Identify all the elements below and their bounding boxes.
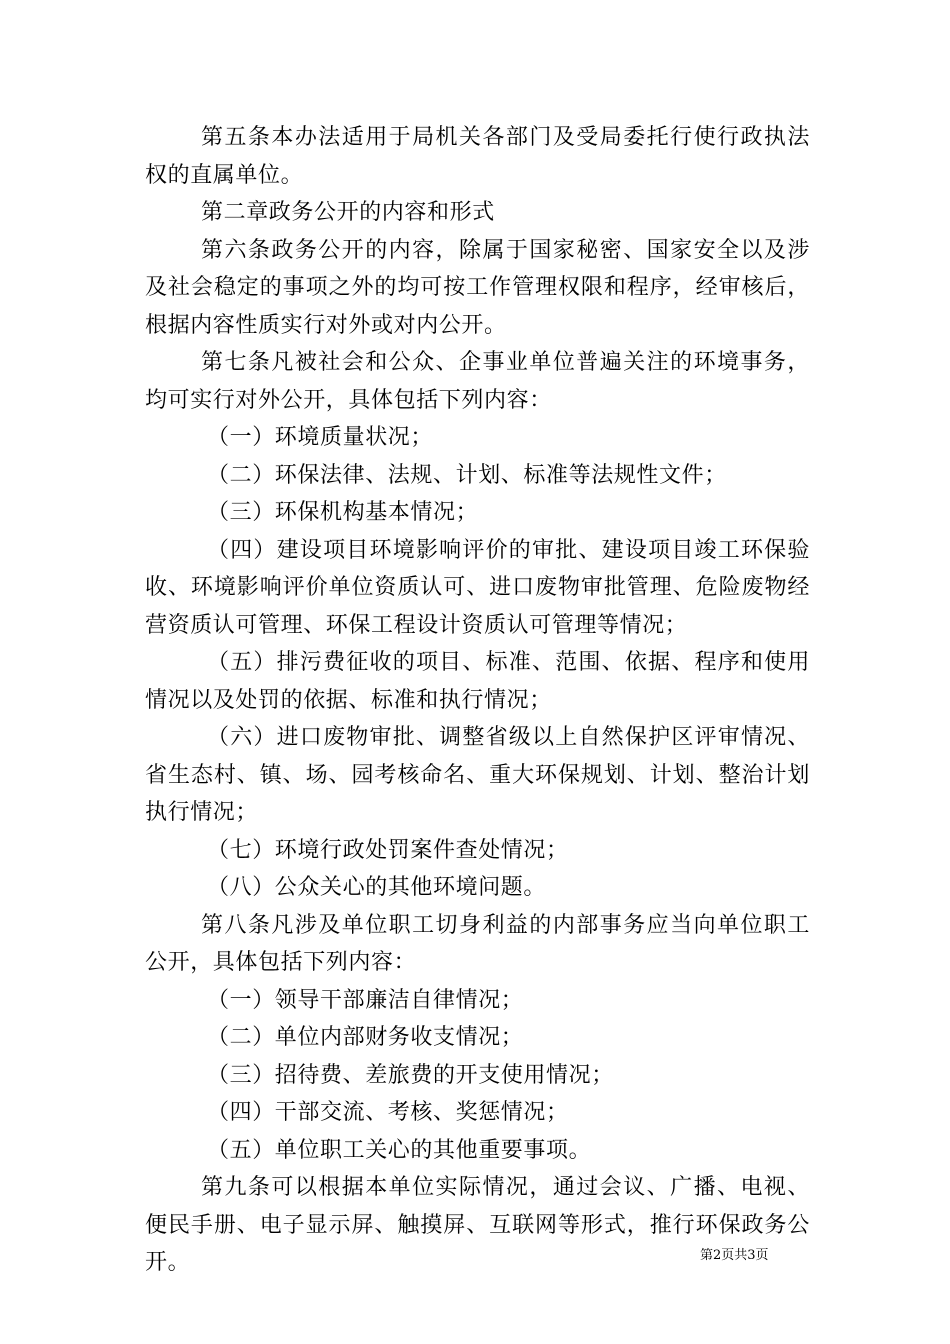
chapter-heading: 第二章政务公开的内容和形式: [201, 200, 495, 225]
list-item: （四）干部交流、考核、奖惩情况；: [207, 1100, 569, 1125]
list-item: （一）环境质量状况；: [207, 425, 434, 450]
page-number-footer: 第2页共3页: [700, 1248, 769, 1263]
list-item: （七）环境行政处罚案件查处情况；: [207, 837, 569, 863]
list-item: （四）建设项目环境影响评价的审批、建设项目竣工环保验收、环境影响评价单位资质认可、进口废物审批管理、危险废物经营资质认可管理、环保工程设计资质认可管理等情况；: [145, 537, 810, 638]
paragraph-article-6: 第六条政务公开的内容，除属于国家秘密、国家安全以及涉及社会稳定的事项之外的均可按工作管理权限和程序，经审核后，根据内容性质实行对外或对内公开。: [145, 237, 810, 338]
list-item: （三）环保机构基本情况；: [207, 500, 479, 525]
list-item: （二）单位内部财务收支情况；: [207, 1025, 524, 1050]
paragraph-article-8: 第八条凡涉及单位职工切身利益的内部事务应当向单位职工公开，具体包括下列内容：: [145, 912, 810, 975]
list-item: （五）单位职工关心的其他重要事项。: [207, 1137, 592, 1163]
list-item: （三）招待费、差旅费的开支使用情况；: [207, 1062, 614, 1088]
paragraph-article-5: 第五条本办法适用于局机关各部门及受局委托行使行政执法权的直属单位。: [145, 125, 810, 188]
paragraph-article-9: 第九条可以根据本单位实际情况，通过会议、广播、电视、便民手册、电子显示屏、触摸屏、互联网等形式，推行环保政务公开。: [145, 1175, 810, 1275]
list-item: （八）公众关心的其他环境问题。: [207, 875, 547, 900]
list-item: （一）领导干部廉洁自律情况；: [207, 987, 524, 1013]
document-body: [145, 119, 810, 1282]
list-item: （二）环保法律、法规、计划、标准等法规性文件；: [207, 462, 727, 488]
list-item: （六）进口废物审批、调整省级以上自然保护区评审情况、省生态村、镇、场、园考核命名、重大环保规划、计划、整治计划执行情况；: [145, 725, 810, 825]
paragraph-article-7: 第七条凡被社会和公众、企事业单位普遍关注的环境事务，均可实行对外公开，具体包括下列内容：: [145, 350, 810, 413]
list-item: （五）排污费征收的项目、标准、范围、依据、程序和使用情况以及处罚的依据、标准和执行情况；: [145, 650, 810, 713]
